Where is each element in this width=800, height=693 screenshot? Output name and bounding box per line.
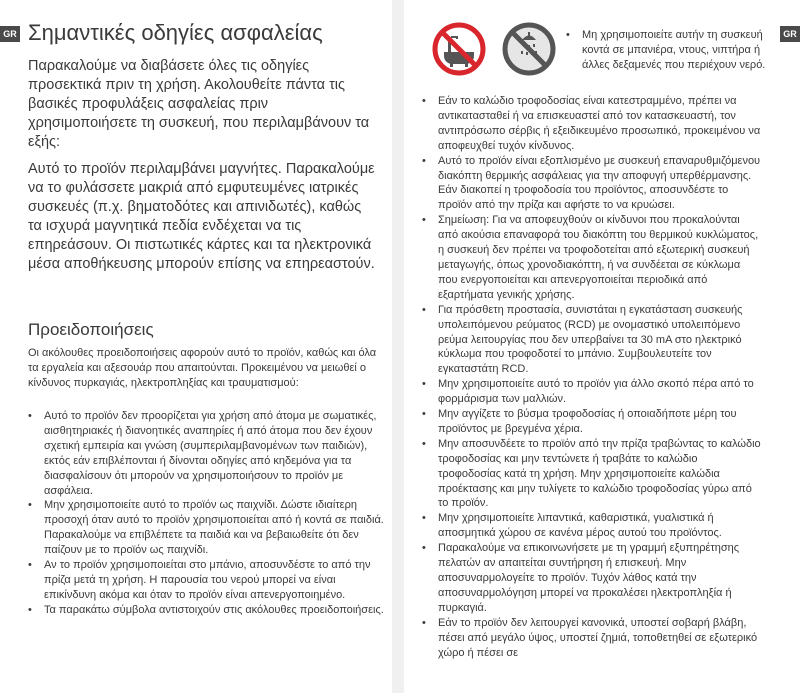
list-item: • Μην χρησιμοποιείτε λιπαντικά, καθαριστικά, γυαλιστικά ή αποσμητικά χώρου σε κανένα μέρος αυτού του προϊόντος. (422, 511, 762, 541)
list-item: • Αν το προϊόν χρησιμοποιείται στο μπάνιο, αποσυνδέστε το από την πρίζα μετά τη χρήση. Η παρουσία του νερού μπορεί να είναι επικίνδυνη ακόμα και όταν το προϊόν είναι απενεργοποιημένο. (28, 558, 386, 603)
list-item: • Παρακαλούμε να επικοινωνήσετε με τη γραμμή εξυπηρέτησης πελατών αν απαιτείται συντήρηση ή επισκευή. Μην αποσυναρμολογείτε το προϊόν. Τυχόν λάθος κατά την αποσυναρμολόγηση μπορεί να προκαλέσει ηλεκτροπληξία ή πυρκαγιά. (422, 541, 762, 616)
warnings-intro: Οι ακόλουθες προειδοποιήσεις αφορούν αυτό το προϊόν, καθώς και όλα τα εργαλεία και αξεσουάρ που απαιτούνται. Προκειμένου να μειωθεί ο κίνδυνος πυρκαγιάς, ηλεκτροπληξίας και τραυματισμού: (28, 347, 377, 389)
list-item: • Εάν το καλώδιο τροφοδοσίας είναι κατεστραμμένο, πρέπει να αντικατασταθεί ή να επισκευαστεί από τον κατασκευαστή, τον αντιπρόσωπο σέρβις ή εξειδικευμένο προσωπικό, προκειμένου να αποφευχθεί τυχόν κίνδυνος. (422, 94, 762, 154)
list-item: • Αυτό το προϊόν δεν προορίζεται για χρήση από άτομα με σωματικές, αισθητηριακές ή διανοητικές αναπηρίες ή από άτομα που δεν έχουν σχετική εμπειρία και γνώση (συμπεριλαμβανομένων των παιδιών), εκτός εάν επιβλέπονται ή δίνονται οδηγίες από κηδεμόνα για τα διασφαλίσουν ότι μπορούν να χρησιμοποιήσουν το προϊόν με ασφάλεια. (28, 409, 386, 498)
language-tab: GR (780, 26, 800, 42)
magnet-paragraph: Αυτό το προϊόν περιλαμβάνει μαγνήτες. Παρακαλούμε να τo φυλάσσετε μακριά από εμφυτευμένες ιατρικές συσκευές (π.χ. βηματοδότες και απινιδωτές), καθώς τα ισχυρά μαγνητικά πεδία ενδέχεται να τις επηρεάσουν. Οι πιστωτικές κάρτες και τα ηλεκτρονικά μέσα αποθήκευσης μπορούν επίσης να επηρεαστούν. (28, 161, 375, 272)
list-item: • Εάν το προϊόν δεν λειτουργεί κανονικά, υποστεί σοβαρή βλάβη, πέσει από μεγάλο ύψος, υποστεί ζημιά, τοποθετηθεί σε εξωτερικό χώρο ή πέσει σε (422, 616, 762, 661)
intro-paragraph: Παρακαλούμε να διαβάσετε όλες τις οδηγίες προσεκτικά πριν τη χρήση. Ακολουθείτε πάντα τις βασικές προφυλάξεις ασφαλείας πριν χρησιμοποιήσετε τη συσκευή, που περιλαμβάνουν τα εξής: (28, 58, 370, 150)
no-shower-icon (502, 22, 556, 76)
page-title: Σημαντικές οδηγίες ασφαλείας (28, 20, 323, 45)
list-item: • Σημείωση: Για να αποφευχθούν οι κίνδυνοι που προκαλούνται από ακούσια επαναφορά του διακόπτη του θερμικού κυκλώματος, η συσκευή δεν πρέπει να τροφοδοτείται από εξωτερική συσκευή μεταγωγής, όπως χρονοδιακόπτη, ή να συνδέεται σε κύκλωμα που ενεργοποιείται και απενεργοποιείται περιοδικά από εξαρτήματα γενικής χρήσης. (422, 213, 762, 302)
language-tab: GR (0, 26, 20, 42)
warnings-list-continued (422, 94, 762, 660)
near-water-warning (566, 28, 776, 73)
list-item: • Μην αγγίζετε το βύσμα τροφοδοσίας ή οποιαδήποτε μέρη του προϊόντος με βρεγμένα χέρια. (422, 407, 762, 437)
near-water-text: • Μη χρησιμοποιείτε αυτήν τη συσκευή κοντά σε μπανιέρα, ντους, νιπτήρα ή άλλες δεξαμενές που περιέχουν νερό. (582, 29, 766, 71)
no-bath-icon (432, 22, 486, 76)
warning-symbols (432, 22, 557, 80)
page-left (0, 0, 392, 693)
list-item: • Τα παρακάτω σύμβολα αντιστοιχούν στις ακόλουθες προειδοποιήσεις. (28, 603, 386, 618)
list-item: • Μην αποσυνδέετε το προϊόν από την πρίζα τραβώντας το καλώδιο τροφοδοσίας και μην τεντώνετε ή τραβάτε το καλώδιο τροφοδοσίας κατά τη χρήση. Μην χρησιμοποιείτε καλώδια προέκτασης και μην τυλίγετε το καλώδιο τροφοδοσίας γύρω από το προϊόν. (422, 437, 762, 512)
list-item: • Μην χρησιμοποιείτε αυτό το προϊόν ως παιχνίδι. Δώστε ιδιαίτερη προσοχή όταν αυτό το προϊόν χρησιμοποιείται από ή κοντά σε παιδιά. Παρακαλούμε να επιβλέπετε τα παιδιά και να βεβαιωθείτε ότι δεν παίζουν με το προϊόν ως παιχνίδι. (28, 498, 386, 558)
list-item: • Για πρόσθετη προστασία, συνιστάται η εγκατάσταση συσκευής υπολειπόμενου ρεύματος (RCD) με ονομαστικό υπολειπόμενο ρεύμα λειτουργίας που δεν υπερβαίνει τα 30 mA στο ηλεκτρικό κύκλωμα που τροφοδοτεί το μπάνιο. Συμβουλευτείτε τον εγκαταστάτη RCD. (422, 303, 762, 378)
list-item: • Αυτό το προϊόν είναι εξοπλισμένο με συσκευή επαναρυθμιζόμενου διακόπτη θερμικής ασφάλειας για την αποφυγή υπερθέρμανσης. Εάν διακοπεί η τροφοδοσία του προϊόντος, αποσυνδέστε το προϊόν από την πρίζα και αφήστε το να κρυώσει. (422, 154, 762, 214)
warnings-heading: Προειδοποιήσεις (28, 320, 154, 339)
warnings-list (28, 409, 386, 618)
page-right (404, 0, 800, 693)
list-item: • Μην χρησιμοποιείτε αυτό το προϊόν για άλλο σκοπό πέρα από το φορμάρισμα των μαλλιών. (422, 377, 762, 407)
